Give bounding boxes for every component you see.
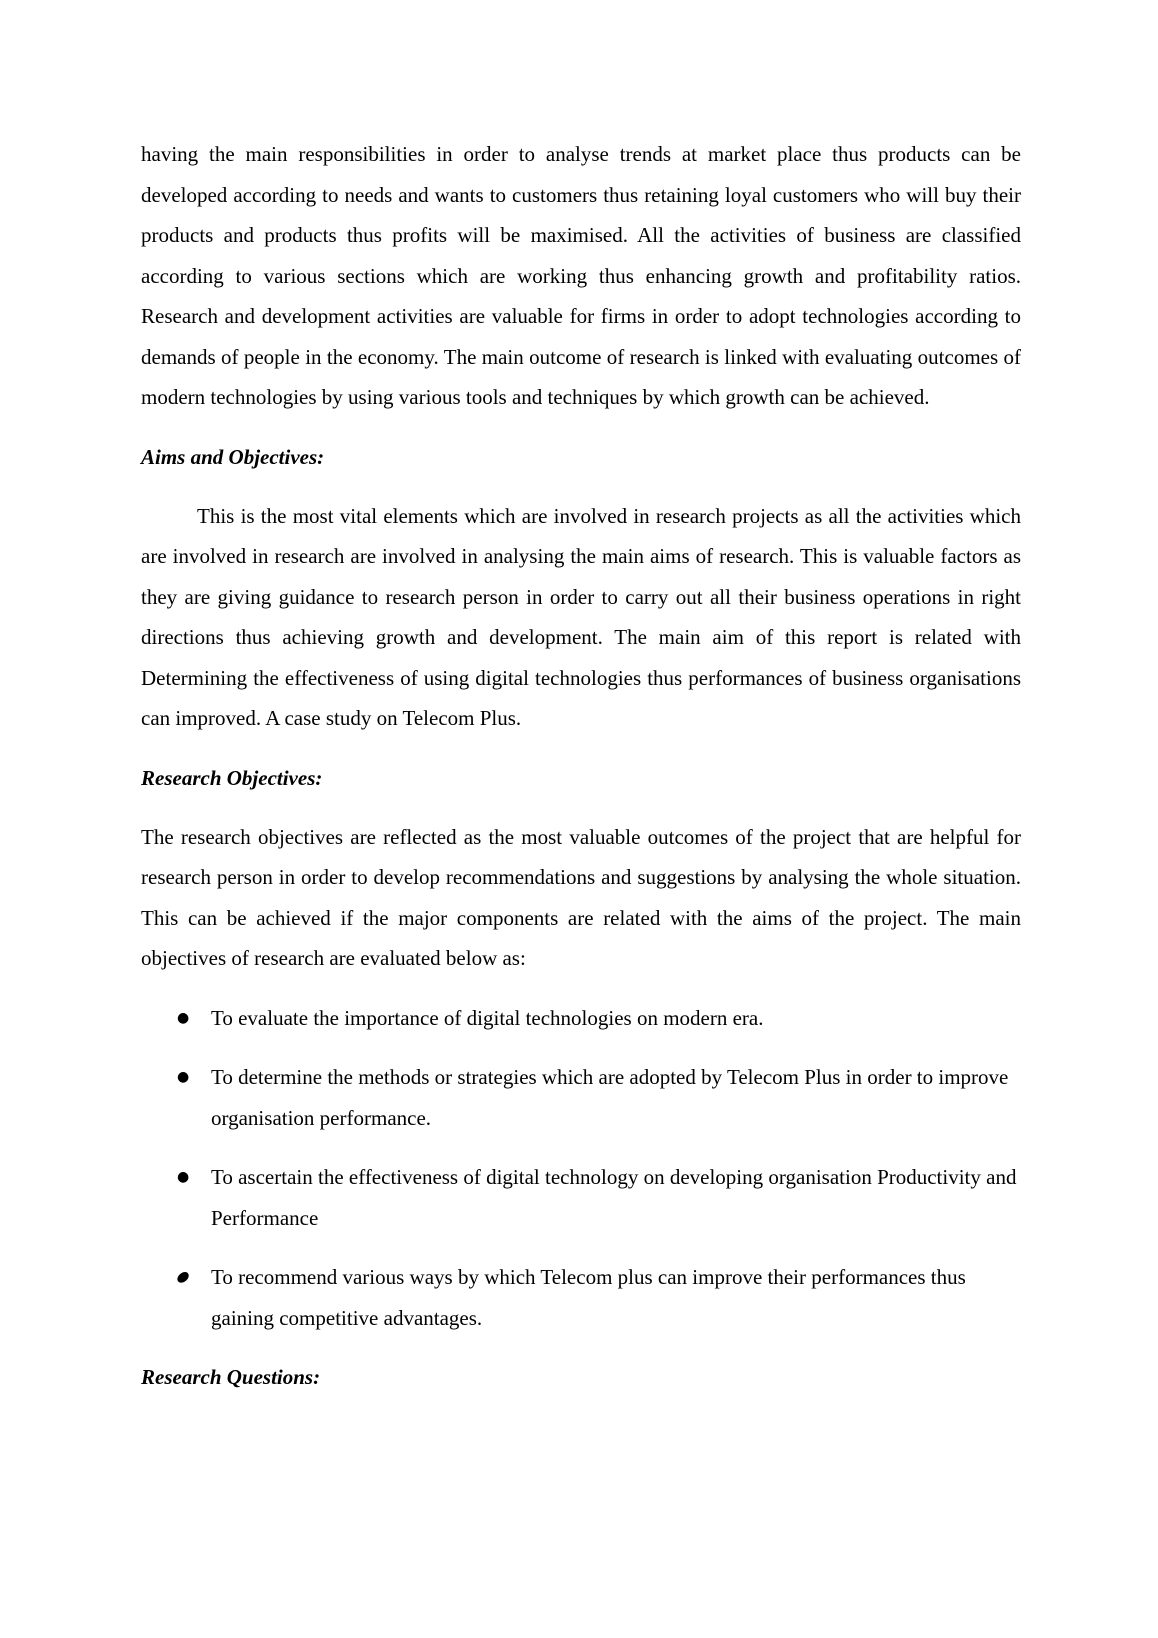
page-content: [141, 134, 1021, 1397]
objectives-list: [141, 998, 1021, 1339]
aims-heading: Aims and Objectives:: [141, 444, 325, 469]
aims-paragraph: This is the most vital elements which are involved in research projects as all the activities which are involved in research are involved in analysing the main aims of research. This is valuable factors as they are giving guidance to research person in order to carry out all their business operations in right directions thus achieving growth and development. The main aim of this report is related with Determining the effectiveness of using digital technologies thus performances of business organisations can improved. A case study on Telecom Plus.: [141, 503, 1021, 730]
list-item-text: To determine the methods or strategies which are adopted by Telecom Plus in order to improve organisation performance.: [211, 1065, 1009, 1130]
intro-paragraph: having the main responsibilities in order to analyse trends at market place thus products can be developed according to needs and wants to customers thus retaining loyal customers who will buy their products and products thus profits will be maximised. All the activities of business are classified according to various sections which are working thus enhancing growth and profitability ratios. Research and development activities are valuable for firms in order to adopt technologies according to demands of people in the economy. The main outcome of research is linked with evaluating outcomes of modern technologies by using various tools and techniques by which growth can be achieved.: [141, 142, 1021, 409]
list-item-text: To ascertain the effectiveness of digital technology on developing organisation Productivity and Performance: [211, 1165, 1017, 1230]
list-item-text: To recommend various ways by which Telecom plus can improve their performances thus gaining competitive advantages.: [211, 1265, 966, 1330]
list-item: [141, 998, 1021, 1039]
list-item: [141, 1057, 1021, 1138]
list-item-text: To evaluate the importance of digital technologies on modern era.: [211, 1005, 764, 1030]
questions-heading: Research Questions:: [141, 1365, 321, 1389]
bullet-icon: ●: [174, 1269, 193, 1285]
objectives-heading: Research Objectives:: [141, 765, 323, 790]
list-item: [141, 1157, 1021, 1238]
objectives-paragraph: The research objectives are reflected as the most valuable outcomes of the project that are helpful for research person in order to develop recommendations and suggestions by analysing the whole situation. This can be achieved if the major components are related with the aims of the project. The main objectives of research are evaluated below as:: [141, 824, 1021, 970]
bullet-icon: ●: [177, 1169, 190, 1185]
bullet-icon: ●: [177, 1009, 190, 1026]
bullet-icon: ●: [177, 1069, 190, 1085]
list-item: [141, 1257, 1021, 1338]
